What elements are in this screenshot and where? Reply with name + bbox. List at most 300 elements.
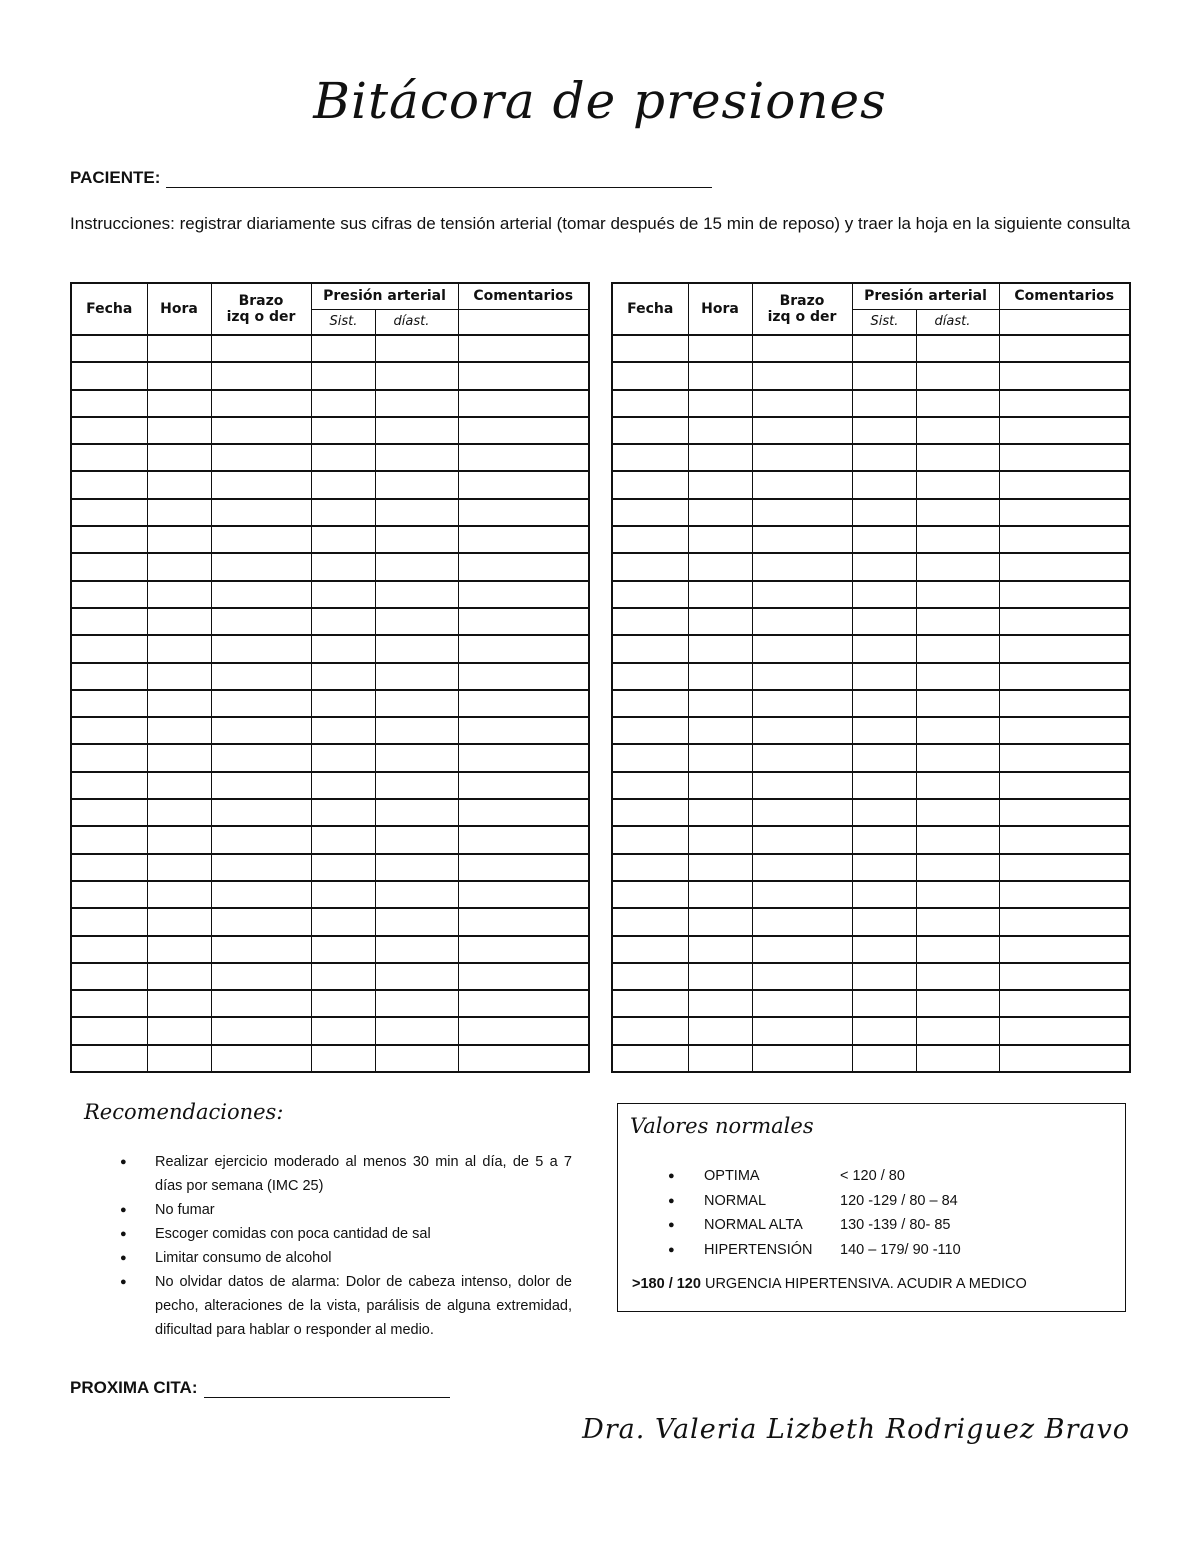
table-cell[interactable] <box>211 690 311 717</box>
table-cell[interactable] <box>916 854 999 881</box>
table-cell[interactable] <box>71 881 147 908</box>
table-cell[interactable] <box>458 963 589 990</box>
table-cell[interactable] <box>375 471 458 498</box>
table-cell[interactable] <box>999 854 1130 881</box>
table-cell[interactable] <box>71 963 147 990</box>
table-cell[interactable] <box>916 663 999 690</box>
table-cell[interactable] <box>999 335 1130 362</box>
table-cell[interactable] <box>612 553 688 580</box>
table-cell[interactable] <box>999 1045 1130 1072</box>
table-cell[interactable] <box>311 499 375 526</box>
table-cell[interactable] <box>752 553 852 580</box>
table-cell[interactable] <box>458 417 589 444</box>
table-cell[interactable] <box>147 799 211 826</box>
table-cell[interactable] <box>311 963 375 990</box>
table-cell[interactable] <box>752 608 852 635</box>
table-cell[interactable] <box>999 499 1130 526</box>
table-cell[interactable] <box>752 499 852 526</box>
table-cell[interactable] <box>752 690 852 717</box>
table-cell[interactable] <box>311 881 375 908</box>
table-cell[interactable] <box>999 744 1130 771</box>
table-cell[interactable] <box>852 362 916 389</box>
table-cell[interactable] <box>71 1017 147 1044</box>
table-cell[interactable] <box>612 362 688 389</box>
table-cell[interactable] <box>375 390 458 417</box>
table-cell[interactable] <box>612 581 688 608</box>
table-cell[interactable] <box>752 1045 852 1072</box>
table-cell[interactable] <box>458 499 589 526</box>
table-cell[interactable] <box>752 717 852 744</box>
table-cell[interactable] <box>916 526 999 553</box>
table-cell[interactable] <box>375 717 458 744</box>
table-cell[interactable] <box>211 471 311 498</box>
table-cell[interactable] <box>612 936 688 963</box>
table-cell[interactable] <box>612 1017 688 1044</box>
table-cell[interactable] <box>612 390 688 417</box>
table-cell[interactable] <box>752 417 852 444</box>
table-cell[interactable] <box>752 335 852 362</box>
table-cell[interactable] <box>752 635 852 662</box>
table-cell[interactable] <box>71 690 147 717</box>
table-cell[interactable] <box>311 553 375 580</box>
table-cell[interactable] <box>71 444 147 471</box>
table-cell[interactable] <box>311 772 375 799</box>
table-cell[interactable] <box>375 417 458 444</box>
table-cell[interactable] <box>752 826 852 853</box>
table-cell[interactable] <box>852 717 916 744</box>
table-cell[interactable] <box>458 608 589 635</box>
table-cell[interactable] <box>688 908 752 935</box>
table-cell[interactable] <box>211 772 311 799</box>
table-cell[interactable] <box>458 717 589 744</box>
table-cell[interactable] <box>375 608 458 635</box>
table-cell[interactable] <box>999 553 1130 580</box>
table-cell[interactable] <box>211 799 311 826</box>
table-cell[interactable] <box>311 663 375 690</box>
table-cell[interactable] <box>612 335 688 362</box>
table-cell[interactable] <box>916 635 999 662</box>
table-cell[interactable] <box>311 471 375 498</box>
table-cell[interactable] <box>211 362 311 389</box>
table-cell[interactable] <box>612 881 688 908</box>
table-cell[interactable] <box>688 417 752 444</box>
table-cell[interactable] <box>211 1017 311 1044</box>
table-cell[interactable] <box>458 881 589 908</box>
table-cell[interactable] <box>916 772 999 799</box>
table-cell[interactable] <box>311 608 375 635</box>
table-cell[interactable] <box>688 635 752 662</box>
table-cell[interactable] <box>916 826 999 853</box>
table-cell[interactable] <box>852 881 916 908</box>
table-cell[interactable] <box>211 744 311 771</box>
table-cell[interactable] <box>311 335 375 362</box>
table-cell[interactable] <box>311 1045 375 1072</box>
table-cell[interactable] <box>458 553 589 580</box>
table-cell[interactable] <box>211 854 311 881</box>
table-cell[interactable] <box>916 990 999 1017</box>
table-cell[interactable] <box>311 990 375 1017</box>
table-cell[interactable] <box>999 444 1130 471</box>
table-cell[interactable] <box>688 990 752 1017</box>
table-cell[interactable] <box>311 826 375 853</box>
table-cell[interactable] <box>71 335 147 362</box>
table-cell[interactable] <box>458 854 589 881</box>
table-cell[interactable] <box>211 963 311 990</box>
table-cell[interactable] <box>211 663 311 690</box>
table-cell[interactable] <box>71 362 147 389</box>
table-cell[interactable] <box>375 990 458 1017</box>
table-cell[interactable] <box>688 390 752 417</box>
table-cell[interactable] <box>71 608 147 635</box>
table-cell[interactable] <box>458 799 589 826</box>
table-cell[interactable] <box>458 690 589 717</box>
table-cell[interactable] <box>211 390 311 417</box>
table-cell[interactable] <box>852 390 916 417</box>
table-cell[interactable] <box>375 1017 458 1044</box>
table-cell[interactable] <box>688 1017 752 1044</box>
table-cell[interactable] <box>71 826 147 853</box>
table-cell[interactable] <box>71 936 147 963</box>
table-cell[interactable] <box>688 854 752 881</box>
table-cell[interactable] <box>752 526 852 553</box>
table-cell[interactable] <box>375 1045 458 1072</box>
table-cell[interactable] <box>311 581 375 608</box>
table-cell[interactable] <box>375 553 458 580</box>
table-cell[interactable] <box>71 1045 147 1072</box>
table-cell[interactable] <box>211 335 311 362</box>
table-cell[interactable] <box>752 799 852 826</box>
table-cell[interactable] <box>852 499 916 526</box>
table-cell[interactable] <box>71 635 147 662</box>
table-cell[interactable] <box>916 1045 999 1072</box>
table-cell[interactable] <box>311 854 375 881</box>
table-cell[interactable] <box>852 1045 916 1072</box>
table-cell[interactable] <box>688 744 752 771</box>
table-cell[interactable] <box>752 1017 852 1044</box>
table-cell[interactable] <box>211 990 311 1017</box>
patient-blank-line[interactable] <box>166 169 712 188</box>
table-cell[interactable] <box>375 772 458 799</box>
table-cell[interactable] <box>916 717 999 744</box>
table-cell[interactable] <box>71 990 147 1017</box>
table-cell[interactable] <box>375 881 458 908</box>
table-cell[interactable] <box>688 553 752 580</box>
table-cell[interactable] <box>458 936 589 963</box>
table-cell[interactable] <box>852 635 916 662</box>
table-cell[interactable] <box>852 335 916 362</box>
table-cell[interactable] <box>999 936 1130 963</box>
table-cell[interactable] <box>916 881 999 908</box>
table-cell[interactable] <box>458 581 589 608</box>
table-cell[interactable] <box>852 663 916 690</box>
table-cell[interactable] <box>752 581 852 608</box>
table-cell[interactable] <box>999 581 1130 608</box>
table-cell[interactable] <box>688 690 752 717</box>
table-cell[interactable] <box>852 608 916 635</box>
table-cell[interactable] <box>612 990 688 1017</box>
table-cell[interactable] <box>916 471 999 498</box>
table-cell[interactable] <box>916 744 999 771</box>
table-cell[interactable] <box>916 936 999 963</box>
table-cell[interactable] <box>71 553 147 580</box>
table-cell[interactable] <box>71 799 147 826</box>
table-cell[interactable] <box>311 799 375 826</box>
table-cell[interactable] <box>688 799 752 826</box>
table-cell[interactable] <box>752 963 852 990</box>
table-cell[interactable] <box>147 881 211 908</box>
table-cell[interactable] <box>999 471 1130 498</box>
table-cell[interactable] <box>311 635 375 662</box>
table-cell[interactable] <box>71 663 147 690</box>
table-cell[interactable] <box>852 854 916 881</box>
table-cell[interactable] <box>147 744 211 771</box>
table-cell[interactable] <box>147 390 211 417</box>
table-cell[interactable] <box>211 608 311 635</box>
table-cell[interactable] <box>612 963 688 990</box>
table-cell[interactable] <box>211 444 311 471</box>
table-cell[interactable] <box>211 635 311 662</box>
table-cell[interactable] <box>375 335 458 362</box>
table-cell[interactable] <box>916 390 999 417</box>
table-cell[interactable] <box>916 963 999 990</box>
table-cell[interactable] <box>612 772 688 799</box>
table-cell[interactable] <box>999 390 1130 417</box>
table-cell[interactable] <box>612 690 688 717</box>
table-cell[interactable] <box>71 908 147 935</box>
table-cell[interactable] <box>147 635 211 662</box>
table-cell[interactable] <box>147 690 211 717</box>
table-cell[interactable] <box>458 990 589 1017</box>
table-cell[interactable] <box>211 1045 311 1072</box>
table-cell[interactable] <box>752 854 852 881</box>
table-cell[interactable] <box>612 826 688 853</box>
table-cell[interactable] <box>852 471 916 498</box>
table-cell[interactable] <box>375 854 458 881</box>
table-cell[interactable] <box>852 826 916 853</box>
table-cell[interactable] <box>147 444 211 471</box>
table-cell[interactable] <box>147 608 211 635</box>
table-cell[interactable] <box>999 881 1130 908</box>
table-cell[interactable] <box>375 444 458 471</box>
table-cell[interactable] <box>852 799 916 826</box>
table-cell[interactable] <box>147 417 211 444</box>
table-cell[interactable] <box>688 581 752 608</box>
table-cell[interactable] <box>999 990 1130 1017</box>
table-cell[interactable] <box>852 417 916 444</box>
table-cell[interactable] <box>999 826 1130 853</box>
table-cell[interactable] <box>375 499 458 526</box>
table-cell[interactable] <box>916 499 999 526</box>
table-cell[interactable] <box>852 444 916 471</box>
table-cell[interactable] <box>375 799 458 826</box>
table-cell[interactable] <box>852 526 916 553</box>
table-cell[interactable] <box>375 936 458 963</box>
table-cell[interactable] <box>916 362 999 389</box>
table-cell[interactable] <box>688 772 752 799</box>
table-cell[interactable] <box>458 744 589 771</box>
table-cell[interactable] <box>211 717 311 744</box>
table-cell[interactable] <box>147 826 211 853</box>
table-cell[interactable] <box>999 717 1130 744</box>
table-cell[interactable] <box>852 1017 916 1044</box>
table-cell[interactable] <box>752 362 852 389</box>
table-cell[interactable] <box>458 826 589 853</box>
table-cell[interactable] <box>999 690 1130 717</box>
table-cell[interactable] <box>852 581 916 608</box>
table-cell[interactable] <box>852 772 916 799</box>
table-cell[interactable] <box>147 1045 211 1072</box>
table-cell[interactable] <box>852 936 916 963</box>
table-cell[interactable] <box>458 390 589 417</box>
table-cell[interactable] <box>311 526 375 553</box>
table-cell[interactable] <box>688 526 752 553</box>
table-cell[interactable] <box>752 744 852 771</box>
table-cell[interactable] <box>211 881 311 908</box>
table-cell[interactable] <box>916 444 999 471</box>
table-cell[interactable] <box>458 663 589 690</box>
table-cell[interactable] <box>916 908 999 935</box>
table-cell[interactable] <box>211 936 311 963</box>
table-cell[interactable] <box>852 553 916 580</box>
table-cell[interactable] <box>999 608 1130 635</box>
table-cell[interactable] <box>688 936 752 963</box>
table-cell[interactable] <box>147 990 211 1017</box>
table-cell[interactable] <box>458 1045 589 1072</box>
table-cell[interactable] <box>999 772 1130 799</box>
table-cell[interactable] <box>211 417 311 444</box>
table-cell[interactable] <box>612 526 688 553</box>
table-cell[interactable] <box>688 499 752 526</box>
table-cell[interactable] <box>147 936 211 963</box>
table-cell[interactable] <box>916 608 999 635</box>
table-cell[interactable] <box>458 362 589 389</box>
table-cell[interactable] <box>311 936 375 963</box>
table-cell[interactable] <box>311 444 375 471</box>
table-cell[interactable] <box>147 526 211 553</box>
table-cell[interactable] <box>612 744 688 771</box>
table-cell[interactable] <box>375 663 458 690</box>
table-cell[interactable] <box>375 908 458 935</box>
table-cell[interactable] <box>211 499 311 526</box>
table-cell[interactable] <box>375 963 458 990</box>
table-cell[interactable] <box>211 581 311 608</box>
table-cell[interactable] <box>458 635 589 662</box>
table-cell[interactable] <box>688 335 752 362</box>
table-cell[interactable] <box>147 1017 211 1044</box>
table-cell[interactable] <box>852 744 916 771</box>
table-cell[interactable] <box>458 471 589 498</box>
table-cell[interactable] <box>612 499 688 526</box>
table-cell[interactable] <box>71 772 147 799</box>
table-cell[interactable] <box>458 335 589 362</box>
table-cell[interactable] <box>71 526 147 553</box>
table-cell[interactable] <box>752 990 852 1017</box>
table-cell[interactable] <box>311 744 375 771</box>
table-cell[interactable] <box>458 526 589 553</box>
table-cell[interactable] <box>688 608 752 635</box>
table-cell[interactable] <box>688 663 752 690</box>
table-cell[interactable] <box>612 854 688 881</box>
table-cell[interactable] <box>375 635 458 662</box>
table-cell[interactable] <box>852 990 916 1017</box>
table-cell[interactable] <box>852 908 916 935</box>
table-cell[interactable] <box>999 1017 1130 1044</box>
table-cell[interactable] <box>147 908 211 935</box>
table-cell[interactable] <box>752 772 852 799</box>
table-cell[interactable] <box>71 471 147 498</box>
table-cell[interactable] <box>71 390 147 417</box>
table-cell[interactable] <box>916 799 999 826</box>
table-cell[interactable] <box>852 963 916 990</box>
table-cell[interactable] <box>147 854 211 881</box>
table-cell[interactable] <box>375 362 458 389</box>
table-cell[interactable] <box>612 717 688 744</box>
table-cell[interactable] <box>211 826 311 853</box>
table-cell[interactable] <box>375 581 458 608</box>
table-cell[interactable] <box>147 663 211 690</box>
table-cell[interactable] <box>311 417 375 444</box>
table-cell[interactable] <box>688 471 752 498</box>
table-cell[interactable] <box>852 690 916 717</box>
table-cell[interactable] <box>458 1017 589 1044</box>
table-cell[interactable] <box>999 362 1130 389</box>
table-cell[interactable] <box>612 608 688 635</box>
table-cell[interactable] <box>752 471 852 498</box>
table-cell[interactable] <box>71 717 147 744</box>
table-cell[interactable] <box>916 417 999 444</box>
table-cell[interactable] <box>688 826 752 853</box>
table-cell[interactable] <box>147 717 211 744</box>
table-cell[interactable] <box>752 881 852 908</box>
table-cell[interactable] <box>612 444 688 471</box>
table-cell[interactable] <box>147 362 211 389</box>
table-cell[interactable] <box>752 936 852 963</box>
table-cell[interactable] <box>211 553 311 580</box>
table-cell[interactable] <box>147 581 211 608</box>
table-cell[interactable] <box>612 417 688 444</box>
table-cell[interactable] <box>147 499 211 526</box>
table-cell[interactable] <box>458 772 589 799</box>
table-cell[interactable] <box>752 444 852 471</box>
table-cell[interactable] <box>999 417 1130 444</box>
table-cell[interactable] <box>752 908 852 935</box>
table-cell[interactable] <box>71 417 147 444</box>
table-cell[interactable] <box>688 1045 752 1072</box>
table-cell[interactable] <box>688 717 752 744</box>
table-cell[interactable] <box>612 799 688 826</box>
table-cell[interactable] <box>916 690 999 717</box>
table-cell[interactable] <box>688 881 752 908</box>
next-appointment-blank-line[interactable] <box>204 1379 450 1398</box>
table-cell[interactable] <box>916 553 999 580</box>
table-cell[interactable] <box>147 335 211 362</box>
table-cell[interactable] <box>999 635 1130 662</box>
table-cell[interactable] <box>458 908 589 935</box>
table-cell[interactable] <box>375 744 458 771</box>
table-cell[interactable] <box>999 526 1130 553</box>
table-cell[interactable] <box>375 826 458 853</box>
table-cell[interactable] <box>999 908 1130 935</box>
table-cell[interactable] <box>688 362 752 389</box>
table-cell[interactable] <box>612 908 688 935</box>
table-cell[interactable] <box>999 663 1130 690</box>
table-cell[interactable] <box>612 471 688 498</box>
table-cell[interactable] <box>147 553 211 580</box>
table-cell[interactable] <box>612 663 688 690</box>
table-cell[interactable] <box>612 635 688 662</box>
table-cell[interactable] <box>311 690 375 717</box>
table-cell[interactable] <box>916 1017 999 1044</box>
